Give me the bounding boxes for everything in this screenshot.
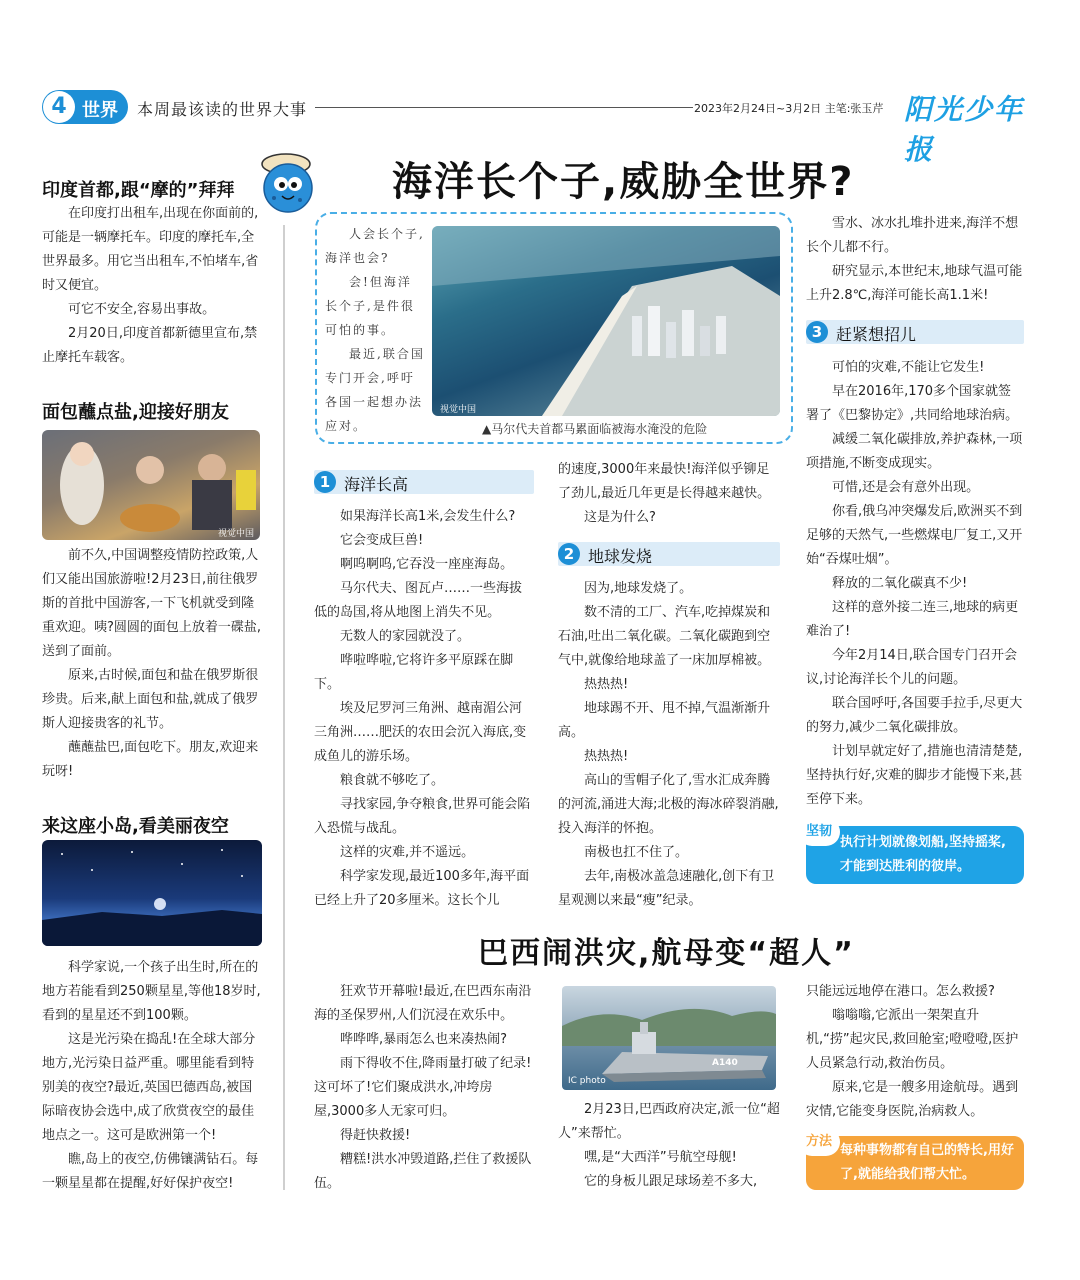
paragraph: 瞧,岛上的夜空,仿佛镶满钻石。每一颗星星都在提醒,好好保护夜空!: [42, 1152, 259, 1191]
section-1-continued: [558, 458, 780, 530]
paragraph: 马尔代夫、图瓦卢……一些海拔低的岛国,将从地图上消失不见。: [314, 581, 523, 620]
paragraph: 早在2016年,170多个国家就签署了《巴黎协定》,共同给地球治病。: [806, 384, 1019, 423]
paragraph: 只能远远地停在港口。怎么救援?: [806, 984, 995, 999]
photo-bread-welcome: [42, 430, 260, 540]
main-headline: 海洋长个子,威胁全世界?: [392, 159, 855, 205]
paragraph: 科学家发现,最近100多年,海平面已经上升了20多厘米。这长个儿: [314, 869, 530, 908]
photo-male-city: [432, 226, 780, 416]
paragraph: 释放的二氧化碳真不少!: [832, 576, 968, 591]
paragraph: 去年,南极冰盖急速融化,创下有卫星观测以来最“瘦”纪录。: [558, 869, 775, 908]
subhead-title: 海洋长高: [344, 475, 409, 494]
subhead-number: 1: [314, 471, 336, 493]
paragraph: 地球踢不开、甩不掉,气温渐渐升高。: [558, 701, 771, 740]
brazil-body-col3: [806, 980, 1024, 1124]
subhead-number: 2: [558, 543, 580, 565]
section-badge: [42, 90, 128, 124]
section-number: 4: [43, 91, 75, 123]
article-body-island: [42, 956, 264, 1196]
photo-illustration: [42, 430, 260, 540]
paragraph: 热热热!: [584, 749, 629, 764]
brazil-body-col1: [314, 980, 534, 1196]
subhead-1: [314, 470, 534, 494]
photo-night-sky: [42, 840, 262, 946]
brazil-body-col2: [558, 1098, 780, 1194]
paragraph: 可怕的灾难,不能让它发生!: [832, 360, 985, 375]
paragraph: 原来,它是一艘多用途航母。遇到灾情,它能变身医院,治病救人。: [806, 1080, 1019, 1119]
paragraph: 得赶快救援!: [340, 1128, 411, 1143]
tip-label: 坚韧: [798, 818, 840, 846]
section-3-body: [806, 356, 1024, 812]
paragraph: 可它不安全,容易出事故。: [68, 302, 216, 317]
paragraph: 它会变成巨兽!: [340, 533, 424, 548]
paragraph: 哗啦哗啦,它将许多平原踩在脚下。: [314, 653, 514, 692]
paragraph: 糟糕!洪水冲毁道路,拦住了救援队伍。: [314, 1152, 532, 1191]
photo-credit: 视觉中国: [218, 529, 255, 539]
paragraph: 热热热!: [584, 677, 629, 692]
intro-paragraph: 人会长个子,海洋也会?: [325, 227, 425, 265]
paragraph: 啊呜啊呜,它吞没一座座海岛。: [340, 557, 514, 572]
paragraph: 2月20日,印度首都新德里宣布,禁止摩托车载客。: [42, 326, 258, 365]
photo-illustration: [562, 986, 776, 1090]
article-title-bread: 面包蘸点盐,迎接好朋友: [42, 402, 229, 423]
paragraph: 这样的灾难,并不遥远。: [340, 845, 475, 860]
paragraph: 研究显示,本世纪末,地球气温可能上升2.8℃,海洋可能长高1.1米!: [806, 264, 1023, 303]
paragraph: 原来,古时候,面包和盐在俄罗斯很珍贵。后来,献上面包和盐,就成了俄罗斯人迎接贵客的礼节。: [42, 668, 259, 731]
page-header: [42, 88, 1032, 166]
paragraph: 埃及尼罗河三角洲、越南湄公河三角洲……肥沃的农田会沉入海底,变成鱼儿的游乐场。: [314, 701, 527, 764]
issue-date-editor: 2023年2月24日~3月2日 主笔:张玉芹: [694, 102, 884, 115]
intro-paragraph: 最近,联合国专门开会,呼吁各国一起想办法应对。: [325, 347, 425, 433]
article-title-island: 来这座小岛,看美丽夜空: [42, 816, 229, 837]
paragraph: 蘸蘸盐巴,面包吃下。朋友,欢迎来玩呀!: [42, 740, 259, 779]
paragraph: 今年2月14日,联合国专门召开会议,讨论海洋长个儿的问题。: [806, 648, 1017, 687]
paragraph: 这样的意外接二连三,地球的病更难治了!: [806, 600, 1019, 639]
tip-box-method: [806, 1136, 1024, 1190]
paragraph: 寻找家园,争夺粮食,世界可能会陷入恐慌与战乱。: [314, 797, 531, 836]
paragraph: 科学家说,一个孩子出生时,所在的地方若能看到250颗星星,等他18岁时,看到的星星还不到100颗。: [42, 960, 261, 1023]
section-2-body: [558, 577, 780, 913]
section-1-body: [314, 505, 534, 913]
paragraph: 2月23日,巴西政府决定,派一位“超人”来帮忙。: [558, 1102, 780, 1141]
paragraph: 高山的雪帽子化了,雪水汇成奔腾的河流,涌进大海;北极的海冰碎裂消融,投入海洋的怀抱。: [558, 773, 779, 836]
photo-caption: ▲马尔代夫首都马累面临被海水淹没的危险: [482, 422, 708, 436]
photo-illustration: [432, 226, 780, 416]
paragraph: 无数人的家园就没了。: [340, 629, 471, 644]
hull-number: A140: [712, 1058, 738, 1068]
paragraph: 减缓二氧化碳排放,养护森林,一项项措施,不断变成现实。: [806, 432, 1023, 471]
header-rule: [315, 107, 693, 108]
paragraph: 的速度,3000年来最快!海洋似乎铆足了劲儿,最近几年更是长得越来越快。: [558, 462, 771, 501]
paragraph: 这是光污染在捣乱!在全球大部分地方,光污染日益严重。哪里能看到特别美的夜空?最近,英国巴德西岛,被国际暗夜协会选中,成了欣赏夜空的最佳地点之一。这可是欧洲第一个!: [42, 1032, 256, 1143]
tip-text: 每种事物都有自己的特长,用好了,就能给我们帮大忙。: [840, 1143, 1014, 1182]
intro-text: [325, 222, 425, 438]
section-tagline: 本周最该读的世界大事: [137, 100, 308, 119]
photo-illustration: [42, 840, 262, 946]
tip-text: 执行计划就像划船,坚持摇桨,才能到达胜利的彼岸。: [840, 835, 1006, 874]
paragraph: 雪水、冰水扎堆扑进来,海洋不想长个儿都不行。: [806, 216, 1019, 255]
photo-aircraft-carrier: [562, 986, 776, 1090]
second-headline: 巴西闹洪灾,航母变“超人”: [478, 936, 855, 971]
subhead-3: [806, 320, 1024, 344]
section-2-continued: [806, 212, 1024, 308]
paragraph: 嗡嗡嗡,它派出一架架直升机,“捞”起灾民,救回舱室;噔噔噔,医护人员紧急行动,救治伤员。: [806, 1008, 1019, 1071]
paragraph: 嘿,是“大西洋”号航空母舰!: [584, 1150, 737, 1165]
newspaper-logo: 阳光少年报: [904, 93, 1025, 166]
tip-label: 方法: [798, 1128, 840, 1156]
subhead-title: 赶紧想招儿: [836, 325, 917, 344]
paragraph: 雨下得收不住,降雨量打破了纪录!这可坏了!它们聚成洪水,冲垮房屋,3000多人无家可归。: [314, 1056, 532, 1119]
paragraph: 哗哗哗,暴雨怎么也来凑热闹?: [340, 1032, 508, 1047]
paragraph: 这是为什么?: [584, 510, 656, 525]
subhead-2: [558, 542, 780, 566]
tip-box-perseverance: [806, 826, 1024, 884]
paragraph: 前不久,中国调整疫情防控政策,人们又能出国旅游啦!2月23日,前往俄罗斯的首批中国游客,一下飞机就受到隆重欢迎。咦?圆圆的面包上放着一碟盐,送到了面前。: [42, 548, 262, 659]
paragraph: 联合国呼吁,各国要手拉手,尽更大的努力,减少二氧化碳排放。: [806, 696, 1023, 735]
paragraph: 粮食就不够吃了。: [340, 773, 445, 788]
intro-paragraph: 会!但海洋长个子,是件很可怕的事。: [325, 275, 415, 337]
paragraph: 南极也扛不住了。: [584, 845, 689, 860]
paragraph: 计划早就定好了,措施也清清楚楚,坚持执行好,灾难的脚步才能慢下来,甚至停下来。: [806, 744, 1023, 807]
paragraph: 如果海洋长高1米,会发生什么?: [340, 509, 516, 524]
subhead-number: 3: [806, 321, 828, 343]
paragraph: 因为,地球发烧了。: [584, 581, 693, 596]
section-name: 世界: [82, 100, 118, 121]
column-divider: [283, 225, 285, 1190]
photo-credit: 视觉中国: [440, 405, 477, 415]
paragraph: 狂欢节开幕啦!最近,在巴西东南沿海的圣保罗州,人们沉浸在欢乐中。: [314, 984, 532, 1023]
paragraph: 你看,俄乌冲突爆发后,欧洲买不到足够的天然气,一些燃煤电厂复工,又开始“吞煤吐烟”。: [806, 504, 1023, 567]
article-title-india: 印度首都,跟“摩的”拜拜: [42, 180, 235, 201]
paragraph: 在印度打出租车,出现在你面前的,可能是一辆摩托车。印度的摩托车,全世界最多。用它当出租车,不怕堵车,省时又便宜。: [42, 206, 259, 293]
article-body-india: [42, 202, 264, 370]
photo-credit: IC photo: [568, 1076, 606, 1086]
article-body-bread: [42, 544, 264, 784]
paragraph: 可惜,还是会有意外出现。: [832, 480, 980, 495]
paragraph: 它的身板儿跟足球场差不多大,: [584, 1174, 758, 1189]
paragraph: 数不清的工厂、汽车,吃掉煤炭和石油,吐出二氧化碳。二氧化碳跑到空气中,就像给地球盖了一床加厚棉被。: [558, 605, 771, 668]
subhead-title: 地球发烧: [588, 547, 653, 566]
